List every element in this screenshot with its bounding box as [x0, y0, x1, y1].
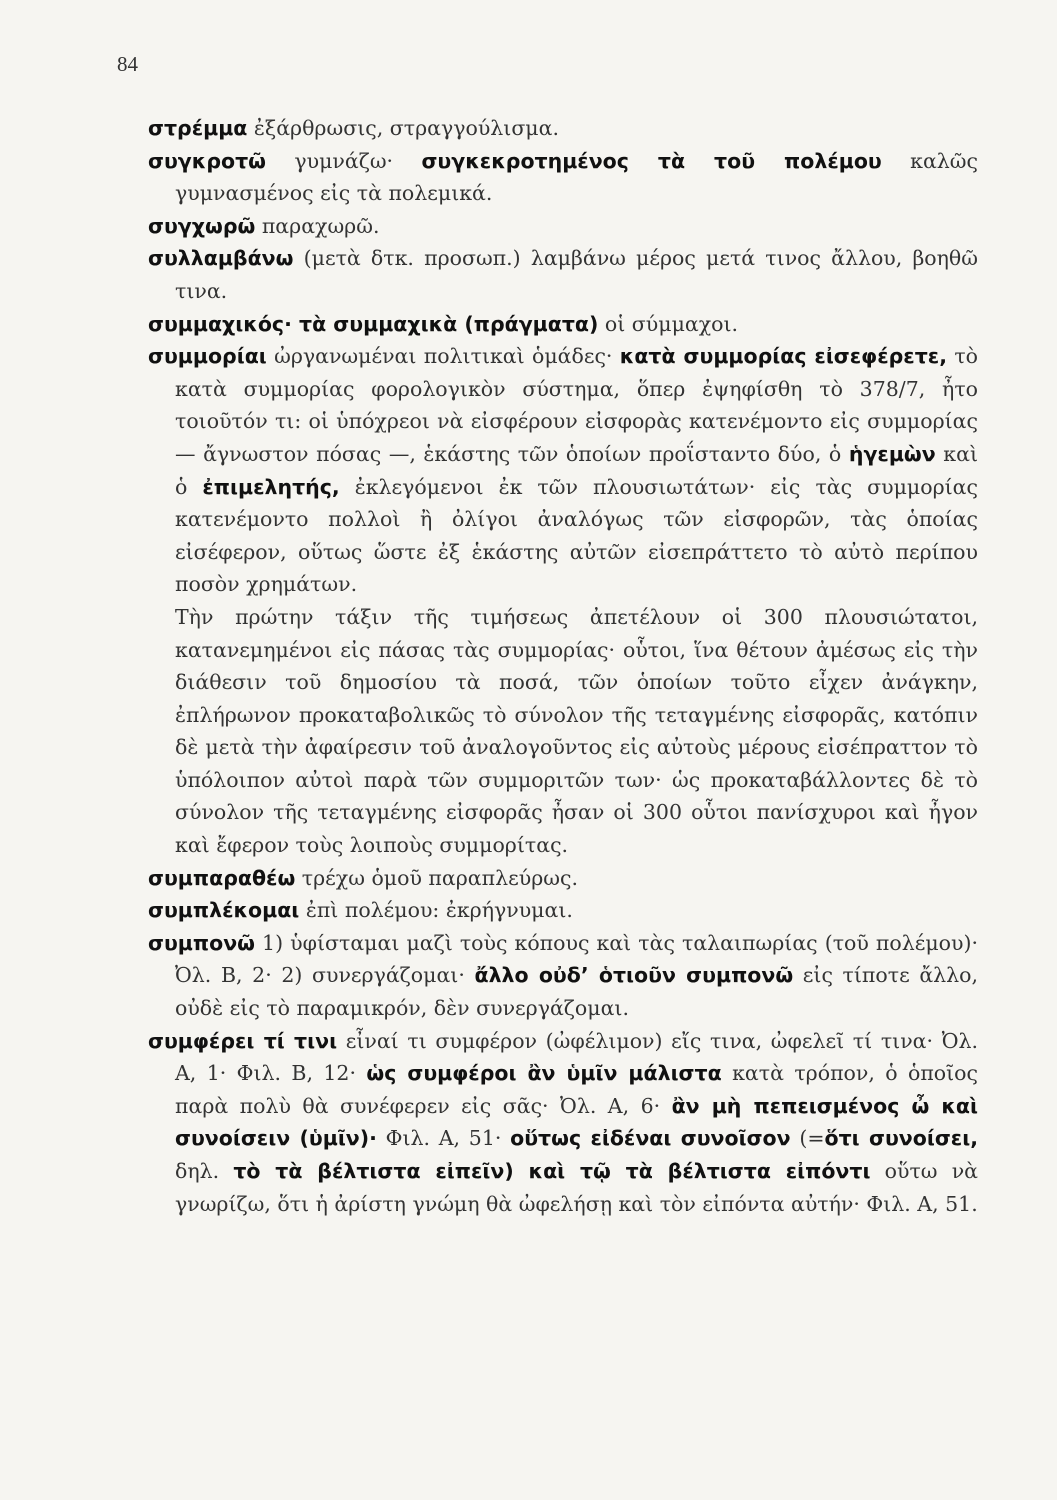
headword: συλλαμβάνω [148, 246, 294, 271]
definition-text: κατὰ τρόπον, ὁ ὁποῖος παρὰ πολὺ θὰ συνέφερεν εἰς σᾶς· Ὀλ. Α, 6· [175, 1061, 979, 1118]
bold-phrase: ὅτι συνοίσει, [824, 1126, 978, 1151]
dictionary-entry [148, 340, 978, 601]
bold-phrase: ἂν μὴ πεπεισμένος ὦ καὶ συνοίσειν (ὑμῖν)· [175, 1093, 978, 1151]
definition-text: παραχωρῶ. [255, 213, 380, 238]
headword: συμπλέκομαι [148, 898, 300, 923]
headword: συμπονῶ [148, 930, 255, 955]
definition-text: Τὴν πρώτην τάξιν τῆς τιμήσεως ἀπετέλουν οἱ 300 πλουσιώτατοι, κατανεμημένοι εἰς πάσας τὰς συμμορίας· οὗτοι, ἵνα θέτουν ἀμέσως εἰς τὴν διάθεσιν τοῦ δημοσίου τὰ ποσά, τῶν ὁποίων τοῦτο εἶχεν ἀνάγκην, ἐπλήρωνον προκαταβολικῶς τὸ σύνολον τῆς τεταγμένης εἰσφορᾶς, κατόπιν δὲ μετὰ τὴν ἀφαίρεσιν τοῦ ἀναλογοῦντος εἰς αὐτοὺς μέρους εἰσέπραττον τὸ ὑπόλοιπον αὐτοὶ παρὰ τῶν συμμοριτῶν των· ὡς προκαταβάλλοντες δὲ τὸ σύνολον τῆς τεταγμένης εἰσφορᾶς ἦσαν οἱ 300 οὗτοι πανίσχυροι καὶ ἦγον καὶ ἔφερον τοὺς λοιποὺς συμμορίτας. [175, 604, 978, 858]
definition-text: ἐκλεγόμενοι ἐκ τῶν πλουσιωτάτων· εἰς τὰς συμμορίας κατενέμοντο πολλοὶ ἢ ὀλίγοι ἀναλόγως τῶν εἰσφορῶν, τὰς ὁποίας εἰσέφερον, οὕτως ὥστε ἐξ ἑκάστης αὐτῶν εἰσεπράττετο τὸ αὐτὸ περίπου ποσὸν χρημάτων. [175, 474, 979, 597]
definition-text: δηλ. [175, 1159, 234, 1183]
dictionary-entry [148, 894, 978, 927]
dictionary-entry [148, 242, 978, 307]
dictionary-entry [148, 210, 978, 243]
headword: στρέμμα [148, 116, 248, 140]
definition-text: 1) ὑφίσταμαι μαζὶ τοὺς κόπους καὶ τὰς ταλαιπωρίας (τοῦ πολέμου)· Ὀλ. Β, 2· 2) συνεργάζομαι· [175, 930, 978, 988]
bold-phrase: κατὰ συμμορίας εἰσεφέρετε, [619, 344, 947, 369]
bold-phrase: τὸ τὰ βέλτιστα εἰπεῖν) καὶ τῷ τὰ βέλτιστα εἰπόντι [233, 1159, 871, 1183]
dictionary-entry [148, 112, 978, 145]
definition-text: εἶναί τι συμφέρον (ὠφέλιμον) εἴς τινα, ὠφελεῖ τί τινα· Ὀλ. Α, 1· Φιλ. Β, 12· [175, 1028, 979, 1086]
definition-text: καὶ ὁ [175, 441, 979, 499]
dictionary-entries [148, 112, 978, 1220]
dictionary-entry [148, 927, 978, 1025]
definition-text: (μετὰ δτκ. προσωπ.) λαμβάνω μέρος μετά τινος ἄλλου, βοηθῶ τινα. [175, 246, 978, 303]
definition-text: τὸ κατὰ συμμορίας φορολογικὸν σύστημα, ὅπερ ἐψηφίσθη τὸ 378/7, ἦτο τοιοῦτόν τι: οἱ ὑπόχρεοι νὰ εἰσφέρουν εἰσφορὰς κατενέμοντο εἰς συμμορίας — ἄγνωστον πόσας —, ἑκάστης τῶν ὁποίων προΐσταντο δύο, ὁ [175, 344, 978, 466]
definition-text: ἐπὶ πολέμου: ἐκρήγνυμαι. [299, 898, 573, 923]
dictionary-entry [148, 1025, 978, 1221]
entry-continuation [148, 601, 978, 862]
headword: συμπαραθέω [148, 865, 296, 890]
definition-text: ἐξάρθρωσις, στραγγούλισμα. [247, 116, 559, 140]
page-number: 84 [117, 52, 138, 76]
definition-text: γυμνάζω· [266, 148, 422, 173]
bold-phrase: ἡγεμὼν [848, 441, 936, 466]
bold-phrase: ἄλλο οὐδ’ ὁτιοῦν συμπονῶ [474, 963, 794, 988]
definition-text: (= [790, 1126, 825, 1151]
headword: συμφέρει τί τινι [148, 1028, 338, 1053]
bold-phrase: ὡς συμφέροι ἂν ὑμῖν μάλιστα [366, 1061, 722, 1086]
dictionary-entry [148, 862, 978, 895]
headword: συμμορίαι [148, 344, 267, 369]
definition-text: τρέχω ὁμοῦ παραπλεύρως. [295, 865, 578, 890]
headword: συγκροτῶ [148, 148, 266, 173]
dictionary-entry [148, 308, 978, 341]
definition-text: ὠργανωμέναι πολιτικαὶ ὁμάδες· [266, 344, 620, 369]
definition-text: Φιλ. Α, 51· [376, 1126, 511, 1151]
definition-text: εἰς τίποτε ἄλλο, οὐδὲ εἰς τὸ παραμικρόν, δὲν συνεργάζομαι. [175, 963, 979, 1021]
definition-text: καλῶς γυμνασμένος εἰς τὰ πολεμικά. [175, 148, 978, 206]
definition-text: οἱ σύμμαχοι. [598, 311, 739, 336]
headword: συγχωρῶ [148, 213, 256, 238]
bold-phrase: συγκεκροτημένος τὰ τοῦ πολέμου [421, 148, 882, 173]
bold-phrase: οὕτως εἰδέναι συνοῖσον [510, 1126, 791, 1151]
definition-text: οὕτω νὰ γνωρίζω, ὅτι ἡ ἀρίστη γνώμη θὰ ὠφελήσῃ καὶ τὸν εἰπόντα αὐτήν· Φιλ. Α, 51. [175, 1159, 978, 1216]
dictionary-entry [148, 145, 978, 210]
headword: συμμαχικός· τὰ συμμαχικὰ (πράγματα) [148, 311, 599, 336]
bold-phrase: ἐπιμελητής, [202, 474, 340, 499]
